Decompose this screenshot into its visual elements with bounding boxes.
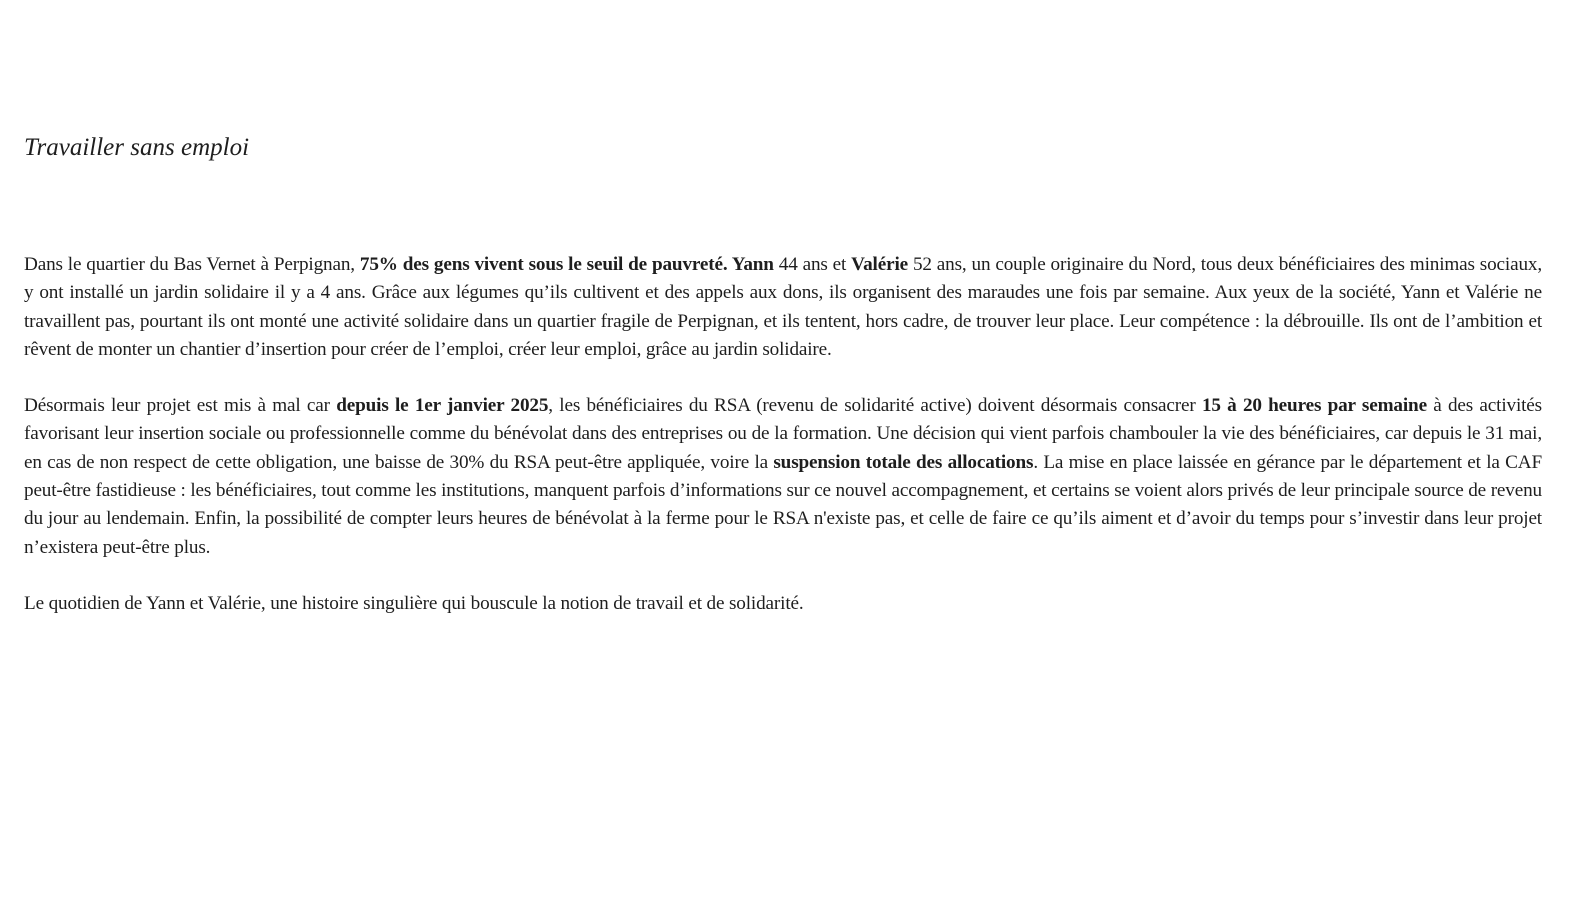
bold-segment: 75% des gens vivent sous le seuil de pauvreté. Yann	[359, 254, 774, 275]
bold-segment: Valérie	[851, 254, 909, 275]
paragraph-intro	[24, 251, 1542, 364]
text-segment: 52 ans, un couple originaire du Nord, tous deux bénéficiaires des minimas sociaux, y ont installé un jardin solidaire il y a 4 ans. Grâce aux légumes qu’ils cultivent et des appels aux dons, ils organisent des maraudes une fois par semaine. Aux yeux de la société, Yann et Valérie ne travaillent pas, pourtant ils ont monté une activité solidaire dans un quartier fragile de Perpignan, et ils tentent, hors cadre, de trouver leur place. Leur compétence : la débrouille. Ils ont de l’ambition et rêvent de monter un chantier d’insertion pour créer de l’emploi, créer leur emploi, grâce au jardin solidaire.	[24, 254, 1542, 360]
article-body	[24, 251, 1542, 646]
text-segment: , les bénéficiaires du RSA (revenu de solidarité active) doivent désormais consacrer	[548, 395, 1202, 417]
text-segment: Désormais leur projet est mis à mal car	[24, 395, 337, 417]
article-title: Travailler sans emploi	[24, 134, 250, 161]
paragraph-conclusion	[24, 590, 1542, 618]
bold-segment: suspension totale des allocations	[773, 451, 1034, 473]
text-segment: Le quotidien de Yann et Valérie, une histoire singulière qui bouscule la notion de travail et de solidarité.	[24, 592, 804, 614]
text-segment: à des activités favorisant leur insertion sociale ou professionnelle comme du bénévolat dans des entreprises ou de la formation. Une décision qui vient parfois chambouler la vie des bénéficiaires, car depuis le 31 mai, en cas de non respect de cette obligation, une baisse de 30% du RSA peut-être appliquée, voire la	[24, 395, 1542, 473]
text-segment: Dans le quartier du Bas Vernet à Perpignan,	[24, 254, 360, 275]
text-segment: 44 ans et	[773, 254, 852, 275]
paragraph-rsa-reform	[24, 392, 1542, 562]
bold-segment: depuis le 1er janvier 2025	[336, 395, 549, 417]
bold-segment: 15 à 20 heures par semaine	[1201, 395, 1427, 417]
text-segment: . La mise en place laissée en gérance par le département et la CAF peut-être fastidieuse : les bénéficiaires, tout comme les institutions, manquent parfois d’informations sur ce nouvel accompagnement, et certains se voient alors privés de leur principale source de revenu du jour au lendemain. Enfin, la possibilité de compter leurs heures de bénévolat à la ferme pour le RSA n'existe pas, et celle de faire ce qu’ils aiment et d’avoir du temps pour s’investir dans leur projet n’existera peut-être plus.	[24, 451, 1542, 558]
